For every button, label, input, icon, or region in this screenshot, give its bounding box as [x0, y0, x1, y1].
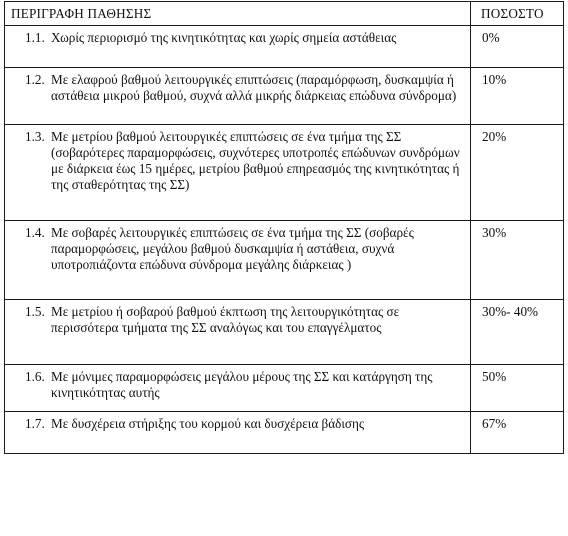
table-row [5, 300, 564, 365]
row-text: Με ελαφρού βαθμού λειτουργικές επιπτώσεις (παραμόρφωση, δυσκαμψία ή αστάθεια μικρού βαθμού, συχνά αλλά μικρής διάρκειας επώδυνα σύνδρομα) [51, 72, 457, 103]
row-description-cell [5, 412, 471, 454]
row-text: Με μετρίου βαθμού λειτουργικές επιπτώσεις σε ένα τμήμα της ΣΣ (σοβαρότερες παραμορφώσεις, συχνότερες υποτροπές επώδυνων συνδρόμων με διάρκεια έως 15 ημέρες, μετρίου βαθμού επηρεασμός της κινητικότητας ή της σταθερότητας της ΣΣ) [51, 129, 460, 192]
header-description: ΠΕΡΙΓΡΑΦΗ ΠΑΘΗΣΗΣ [5, 2, 471, 26]
table-header-row [5, 2, 564, 26]
row-description-cell [5, 26, 471, 68]
table-row [5, 68, 564, 125]
row-percentage: 20% [471, 125, 564, 221]
table-row [5, 125, 564, 221]
row-description-cell [5, 221, 471, 300]
table-row [5, 26, 564, 68]
row-number: 1.2. [25, 72, 45, 87]
row-number: 1.3. [25, 129, 45, 144]
row-text: Με σοβαρές λειτουργικές επιπτώσεις σε ένα τμήμα της ΣΣ (σοβαρές παραμορφώσεις, μεγάλου βαθμού δυσκαμψία ή αστάθεια, συχνά υποτροπιάζοντα επώδυνα σύνδρομα μεγάλης διάρκειας ) [51, 225, 414, 272]
row-percentage: 0% [471, 26, 564, 68]
row-percentage: 67% [471, 412, 564, 454]
row-text: Με δυσχέρεια στήριξης του κορμού και δυσχέρεια βάδισης [51, 416, 365, 431]
row-text: Χωρίς περιορισμό της κινητικότητας και χωρίς σημεία αστάθειας [51, 30, 397, 45]
row-number: 1.6. [25, 369, 45, 384]
row-percentage: 30%- 40% [471, 300, 564, 365]
table-row [5, 412, 564, 454]
row-percentage: 50% [471, 365, 564, 412]
row-text: Με μόνιμες παραμορφώσεις μεγάλου μέρους της ΣΣ και κατάργηση της κινητικότητας αυτής [51, 369, 433, 400]
row-number: 1.1. [25, 30, 45, 45]
row-percentage: 10% [471, 68, 564, 125]
header-percentage: ΠΟΣΟΣΤΟ [471, 2, 564, 26]
row-number: 1.4. [25, 225, 45, 240]
table-row [5, 221, 564, 300]
row-description-cell [5, 365, 471, 412]
table-row [5, 365, 564, 412]
row-description-cell [5, 125, 471, 221]
row-description-cell [5, 68, 471, 125]
row-text: Με μετρίου ή σοβαρού βαθμού έκπτωση της λειτουργικότητας σε περισσότερα τμήματα της ΣΣ αναλόγως και του επαγγέλματος [51, 304, 400, 335]
row-number: 1.5. [25, 304, 45, 319]
row-description-cell [5, 300, 471, 365]
disability-percentage-table [4, 1, 564, 454]
row-number: 1.7. [25, 416, 45, 431]
row-percentage: 30% [471, 221, 564, 300]
